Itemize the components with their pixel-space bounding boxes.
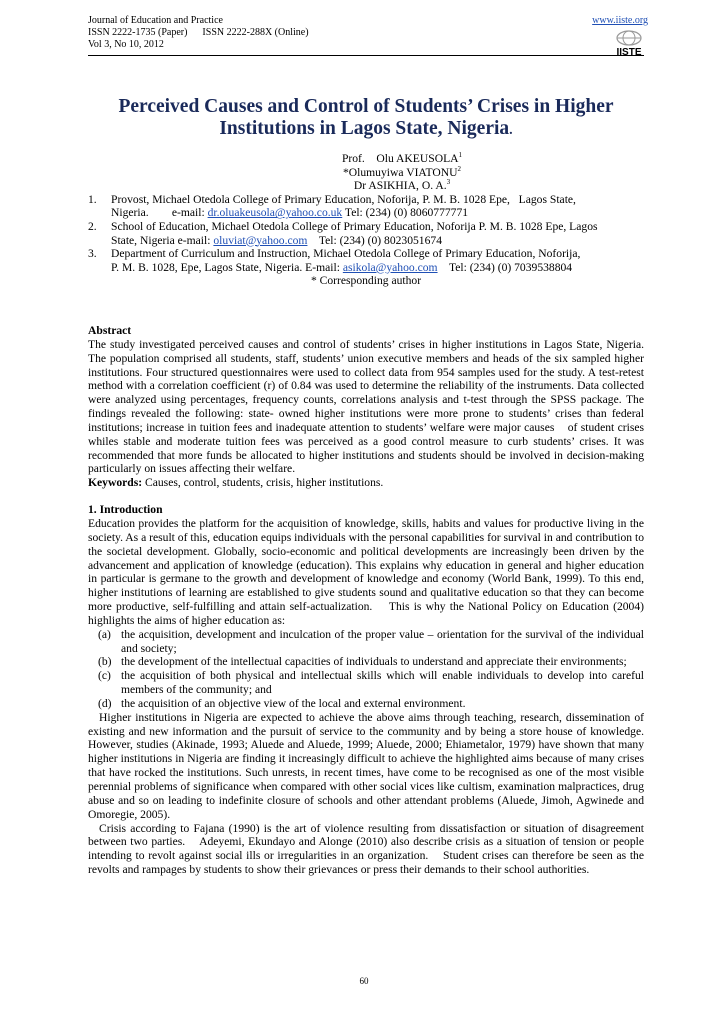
paper-body <box>88 324 656 877</box>
title-line-1: Perceived Causes and Control of Students’ Crises in Higher <box>118 96 614 117</box>
volume-line: Vol 3, No 10, 2012 <box>88 39 164 50</box>
email-link-2[interactable]: oluviat@yahoo.com <box>213 233 308 247</box>
iiste-logo <box>612 30 646 56</box>
list-item: (b) the development of the intellectual capacities of individuals to understand and appreciate their environments; <box>98 655 627 669</box>
intro-paragraph-1: Education provides the platform for the acquisition of knowledge, skills, habits and values for productive living in the society. As a result of this, education equips individuals with the personal capabilities for survival in and contribution to the societal development. Globally, socio-economic and political developments are increasingly been driven by the advancement and application of knowledge (education). This explains why education in general and higher education in particular is germane to the growth and development of knowledge and economy (World Bank, 1999). To this end, higher institutions of learning are established to give students sound and qualitative education so that they can become more productive, self-fulfilling and attain self-actualization. This is why the National Policy on Education (2004) highlights the aims of higher education as: <box>88 516 647 627</box>
header-divider <box>88 55 644 56</box>
intro-paragraph-3: Crisis according to Fajana (1990) is the art of violence resulting from dissatisfaction or situation of disagreement between two parties. Adeyemi, Ekundayo and Alonge (2010) also describe crisis as a situation of tension or people intending to revolt against social ills or irregularities in an organization. Student crises can therefore be seen as the revolts and rampages by students to show their grievances or press their demands to their school authorities. <box>88 821 647 877</box>
title-end: . <box>509 123 513 138</box>
author-block <box>88 152 644 288</box>
abstract-text: The study investigated perceived causes and control of students’ crises in higher institutions in Lagos State, Nigeria. The population comprised all students, staff, students’ union executive members and heads of the six sampled higher institutions. Four structured questionnaires were used to collect data from 954 samples used for the study. A test-retest method with a correlation coefficient (r) of 0.84 was used to determine the reliability of the instruments. Data collected were analyzed using percentages, frequency counts, correlations analysis and t-test through the SPSS package. The findings revealed the following: state- owned higher institutions were more prone to students’ crises than federal institutions; increase in tuition fees and inadequate attention to students’ welfare were major causes of student crises whiles stable and moderate tuition fees was perceived as a good control measure to curb students’ crises. It was recommended that more funds be allocated to higher institutions and students should be involved in decision-making particularly on issues affecting their welfare. <box>88 337 647 476</box>
list-item: (c) the acquisition of both physical and intellectual skills which will enable individuals to develop into careful members of the community; and <box>98 669 644 697</box>
journal-url-link[interactable]: www.iiste.org <box>592 15 648 26</box>
keywords-line: Keywords: Causes, control, students, crisis, higher institutions. <box>88 476 384 490</box>
issn-line: ISSN 2222-1735 (Paper) ISSN 2222-288X (Online) <box>88 27 309 38</box>
list-item: (d) the acquisition of an objective view of the local and external environment. <box>98 696 466 710</box>
list-item: (a) the acquisition, development and inculcation of the proper value – orientation for the survival of the individual and society; <box>98 627 644 655</box>
section-heading-introduction: 1. Introduction <box>88 503 163 517</box>
email-link-1[interactable]: dr.oluakeusola@yahoo.co.uk <box>207 206 343 220</box>
author-1: Prof. Olu AKEUSOLA$^1$ <box>341 151 463 165</box>
corresponding-author-note: * Corresponding author <box>310 274 422 288</box>
email-link-3[interactable]: asikola@yahoo.com <box>342 260 438 274</box>
affiliation-2: 2. School of Education, Michael Otedola College of Primary Education, Noforija P. M. B. 1028 Epe, Lagos State, Nigeria e-mail: oluviat@yahoo.com Tel: (234) (0) 8023051674 <box>88 219 598 247</box>
intro-paragraph-2: Higher institutions in Nigeria are expected to achieve the above aims through teaching, research, dissemination of existing and new information and the pursuit of service to the community and by being a store house of knowledge. However, studies (Akinade, 1993; Aluede and Aluede, 1999; Aluede, 2000; Ehiametalor, 1979) have shown that many higher institutions in Nigeria are finding it increasingly difficult to achieve the highlighted aims because of many crises that have rocked the institutions. Such unrests, in recent times, have come to be recognised as one of the most visible perennial problems of significance when compared with other social vices like cultism, examination malpractices, drug abuse and so on leading to indefinite closure of schools and other attendant problems (Aluede, Jimoh, Agwinede and Omoregie, 2005). <box>88 710 656 821</box>
author-3: Dr ASIKHIA, O. A.$^3$ <box>353 178 451 193</box>
journal-name: Journal of Education and Practice <box>88 15 223 26</box>
paper-title <box>88 96 644 142</box>
abstract-heading: Abstract <box>88 324 132 337</box>
journal-header <box>88 15 648 51</box>
page-number: 60 <box>359 976 369 986</box>
affiliation-1: 1. Provost, Michael Otedola College of Primary Education, Noforija, P. M. B. 1028 Epe, Lagos State, Nigeria. e-mail: dr.oluakeusola@yahoo.co.uk Tel: (234) (0) 8060777771 <box>88 192 576 220</box>
affiliation-3: 3. Department of Curriculum and Instruction, Michael Otedola College of Primary Education, Noforija, P. M. B. 1028, Epe, Lagos State, Nigeria. E-mail: asikola@yahoo.com Tel: (234) (0) 7039538804 <box>88 247 581 274</box>
title-line-2: Institutions in Lagos State, Nigeria <box>219 118 510 139</box>
author-2: *Olumuyiwa VIATONU$^2$ <box>342 164 462 179</box>
logo-text: IISTE <box>616 47 642 56</box>
